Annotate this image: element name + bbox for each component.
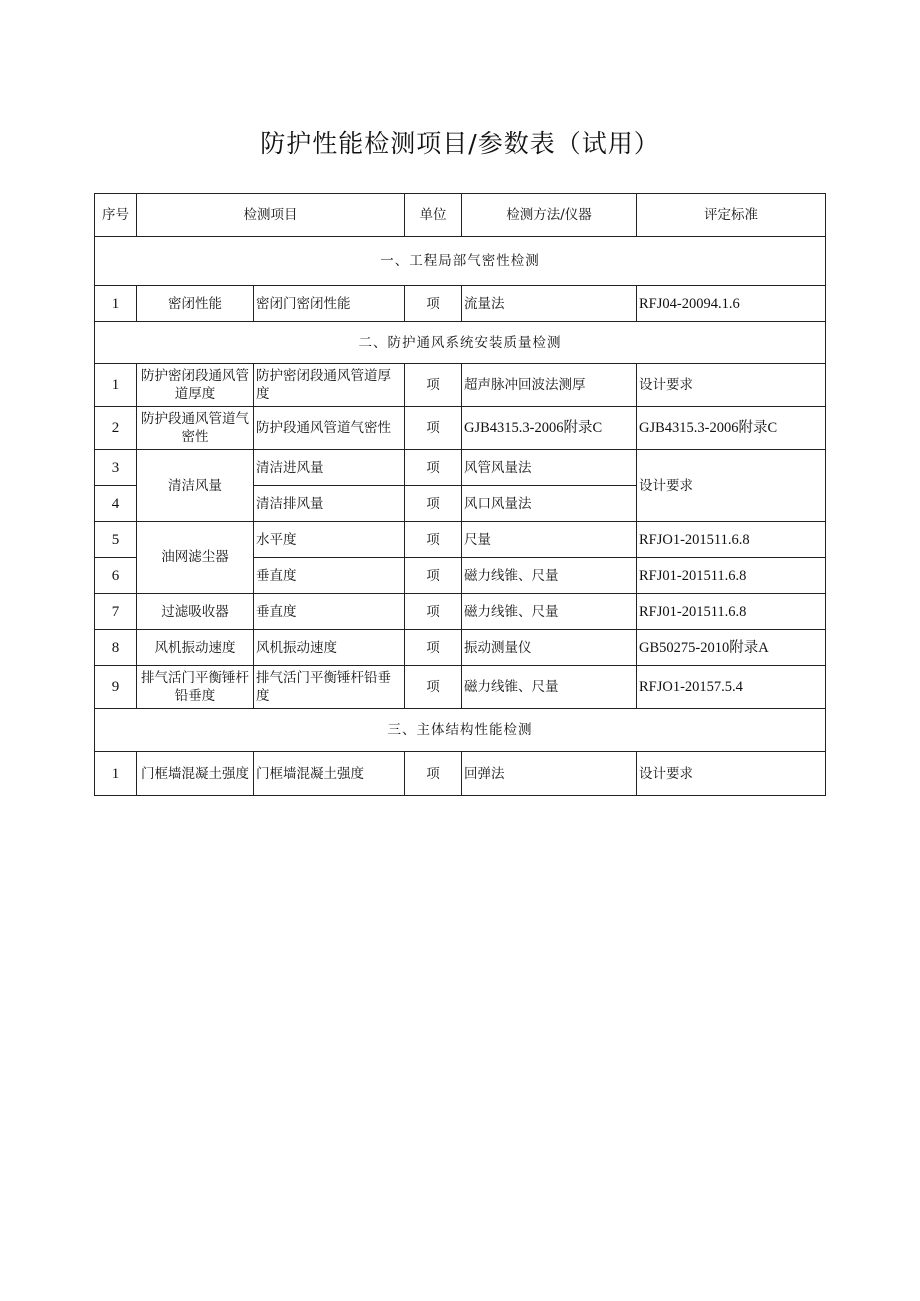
row-number: 2: [95, 407, 137, 450]
table-row: [95, 407, 826, 450]
row-item: 水平度: [254, 522, 405, 558]
row-item: 防护段通风管道气密性: [254, 407, 405, 450]
row-unit: 项: [405, 666, 462, 709]
row-standard: 设计要求: [637, 364, 826, 407]
row-number: 1: [95, 286, 137, 322]
row-item: 门框墙混凝土强度: [254, 752, 405, 796]
row-standard: GB50275-2010附录A: [637, 630, 826, 666]
header-item: 检测项目: [137, 194, 405, 237]
row-category: 密闭性能: [137, 286, 254, 322]
row-method: 流量法: [462, 286, 637, 322]
table-row: [95, 450, 826, 486]
row-method: 风口风量法: [462, 486, 637, 522]
row-category: 清洁风量: [137, 450, 254, 522]
row-standard: RFJ04-20094.1.6: [637, 286, 826, 322]
row-unit: 项: [405, 522, 462, 558]
section-title: 二、防护通风系统安装质量检测: [95, 322, 826, 364]
row-category: 门框墙混凝土强度: [137, 752, 254, 796]
row-number: 5: [95, 522, 137, 558]
header-unit: 单位: [405, 194, 462, 237]
row-category: 风机振动速度: [137, 630, 254, 666]
row-method: 磁力线锥、尺量: [462, 594, 637, 630]
row-method: 回弹法: [462, 752, 637, 796]
table-row: [95, 630, 826, 666]
row-category: 排气活门平衡锤杆铅垂度: [137, 666, 254, 709]
row-unit: 项: [405, 752, 462, 796]
section-row: [95, 709, 826, 752]
table-row: [95, 594, 826, 630]
row-method: 磁力线锥、尺量: [462, 666, 637, 709]
row-standard: RFJO1-201511.6.8: [637, 522, 826, 558]
row-standard: GJB4315.3-2006附录C: [637, 407, 826, 450]
row-category: 过滤吸收器: [137, 594, 254, 630]
header-row: [95, 194, 826, 237]
section-row: [95, 322, 826, 364]
row-unit: 项: [405, 407, 462, 450]
row-item: 风机振动速度: [254, 630, 405, 666]
row-category: 防护段通风管道气密性: [137, 407, 254, 450]
row-number: 1: [95, 752, 137, 796]
row-method: 风管风量法: [462, 450, 637, 486]
row-number: 8: [95, 630, 137, 666]
row-number: 4: [95, 486, 137, 522]
row-item: 垂直度: [254, 558, 405, 594]
row-unit: 项: [405, 594, 462, 630]
row-unit: 项: [405, 486, 462, 522]
section-title: 一、工程局部气密性检测: [95, 237, 826, 286]
row-item: 垂直度: [254, 594, 405, 630]
table-row: [95, 364, 826, 407]
row-standard: 设计要求: [637, 450, 826, 522]
row-unit: 项: [405, 286, 462, 322]
row-category: 防护密闭段通风管道厚度: [137, 364, 254, 407]
row-number: 3: [95, 450, 137, 486]
section-title: 三、主体结构性能检测: [95, 709, 826, 752]
row-number: 9: [95, 666, 137, 709]
table-row: [95, 522, 826, 558]
row-method: GJB4315.3-2006附录C: [462, 407, 637, 450]
row-method: 振动测量仪: [462, 630, 637, 666]
row-item: 清洁排风量: [254, 486, 405, 522]
table-row: [95, 752, 826, 796]
table-row: [95, 666, 826, 709]
row-item: 防护密闭段通风管道厚度: [254, 364, 405, 407]
row-method: 磁力线锥、尺量: [462, 558, 637, 594]
header-standard: 评定标准: [637, 194, 826, 237]
row-number: 7: [95, 594, 137, 630]
row-method: 尺量: [462, 522, 637, 558]
row-category: 油网滤尘器: [137, 522, 254, 594]
row-item: 排气活门平衡锤杆铅垂度: [254, 666, 405, 709]
row-item: 清洁进风量: [254, 450, 405, 486]
row-unit: 项: [405, 558, 462, 594]
row-item: 密闭门密闭性能: [254, 286, 405, 322]
page-title: 防护性能检测项目/参数表（试用）: [260, 129, 660, 158]
row-unit: 项: [405, 630, 462, 666]
row-method: 超声脉冲回波法测厚: [462, 364, 637, 407]
row-unit: 项: [405, 364, 462, 407]
row-number: 1: [95, 364, 137, 407]
section-row: [95, 237, 826, 286]
table-row: [95, 286, 826, 322]
row-standard: RFJ01-201511.6.8: [637, 594, 826, 630]
header-method: 检测方法/仪器: [462, 194, 637, 237]
row-unit: 项: [405, 450, 462, 486]
row-standard: 设计要求: [637, 752, 826, 796]
row-standard: RFJO1-20157.5.4: [637, 666, 826, 709]
row-number: 6: [95, 558, 137, 594]
inspection-table: [94, 193, 826, 796]
header-index: 序号: [95, 194, 137, 237]
row-standard: RFJ01-201511.6.8: [637, 558, 826, 594]
